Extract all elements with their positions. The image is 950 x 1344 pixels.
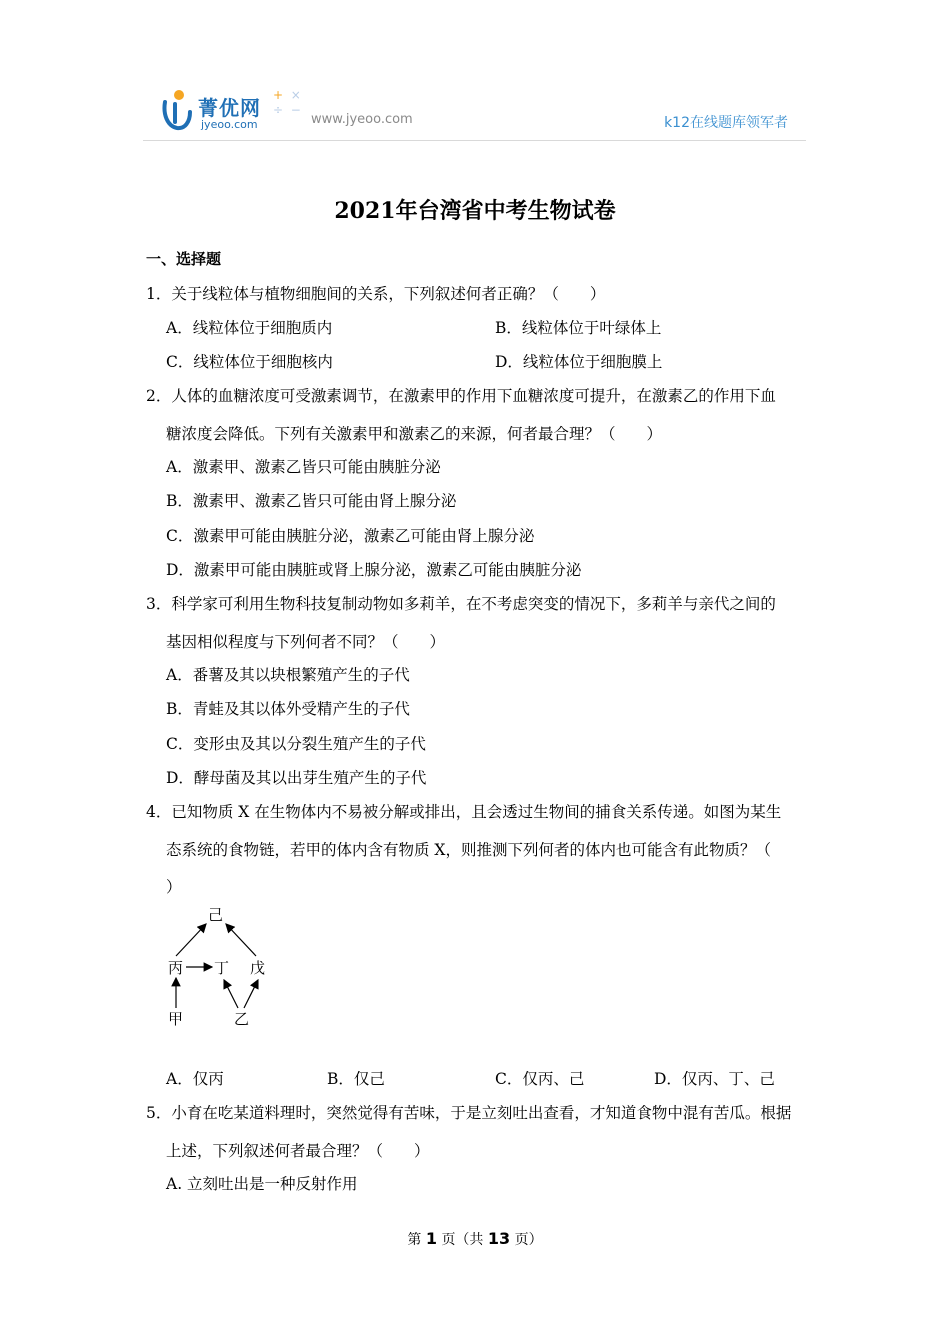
food-chain-diagram bbox=[164, 900, 274, 1030]
question-2-line-2: 糖浓度会降低。下列有关激素甲和激素乙的来源，何者最合理？（ ） bbox=[166, 425, 663, 443]
question-1-option-b: B．线粒体位于叶绿体上 bbox=[495, 319, 662, 337]
question-4-line-2: 态系统的食物链，若甲的体内含有物质 X，则推测下列何者的体内也可能含有此物质？（ bbox=[166, 841, 771, 859]
question-1-option-a: A．线粒体位于细胞质内 bbox=[166, 319, 333, 337]
arrow-wu-to-ji bbox=[226, 924, 256, 956]
node-bing: 丙 bbox=[168, 959, 184, 977]
question-3-option-d: D．酵母菌及其以出芽生殖产生的子代 bbox=[166, 769, 427, 787]
question-1-option-d: D．线粒体位于细胞膜上 bbox=[495, 353, 663, 371]
times-icon: × bbox=[290, 88, 301, 102]
footer-mid: 页（共 bbox=[441, 1232, 484, 1248]
divide-icon: ÷ bbox=[273, 103, 284, 117]
arrow-yi-to-wu bbox=[244, 980, 258, 1008]
question-3-line-1: 3．科学家可利用生物科技复制动物如多莉羊，在不考虑突变的情况下，多莉羊与亲代之间的 bbox=[146, 595, 776, 613]
question-4-line-1: 4．已知物质 X 在生物体内不易被分解或排出，且会透过生物间的捕食关系传递。如图为某生 bbox=[146, 803, 782, 821]
question-5-option-a: A. 立刻吐出是一种反射作用 bbox=[166, 1175, 358, 1193]
question-4-line-3: ） bbox=[166, 878, 182, 896]
question-2-option-b: B．激素甲、激素乙皆只可能由肾上腺分泌 bbox=[166, 492, 457, 510]
node-jia: 甲 bbox=[168, 1010, 184, 1028]
question-4-option-a: A．仅丙 bbox=[166, 1070, 224, 1088]
node-wu: 戊 bbox=[250, 959, 266, 977]
question-5-line-2: 上述，下列叙述何者最合理？（ ） bbox=[166, 1142, 430, 1160]
question-2-option-c: C．激素甲可能由胰脏分泌，激素乙可能由肾上腺分泌 bbox=[166, 527, 535, 545]
question-3-option-b: B．青蛙及其以体外受精产生的子代 bbox=[166, 700, 410, 718]
footer-total-pages: 13 bbox=[487, 1229, 511, 1248]
header-slogan: k12在线题库领军者 bbox=[664, 115, 788, 131]
logo-en-text: jyeoo.com bbox=[201, 118, 258, 131]
page-footer bbox=[0, 1229, 950, 1249]
question-3-option-a: A．番薯及其以块根繁殖产生的子代 bbox=[166, 666, 410, 684]
section-heading: 一、选择题 bbox=[146, 250, 222, 268]
plus-icon: + bbox=[273, 88, 284, 102]
jyeoo-logo-icon bbox=[159, 88, 193, 134]
question-3-option-c: C．变形虫及其以分裂生殖产生的子代 bbox=[166, 735, 426, 753]
page-title: 2021年台湾省中考生物试卷 bbox=[334, 198, 616, 224]
question-2-option-a: A．激素甲、激素乙皆只可能由胰脏分泌 bbox=[166, 458, 441, 476]
footer-prefix: 第 bbox=[407, 1232, 422, 1248]
question-1-option-c: C．线粒体位于细胞核内 bbox=[166, 353, 333, 371]
page-header bbox=[143, 84, 806, 141]
question-2-line-1: 2．人体的血糖浓度可受激素调节，在激素甲的作用下血糖浓度可提升，在激素乙的作用下血 bbox=[146, 387, 776, 405]
minus-icon: − bbox=[290, 103, 301, 117]
question-4-option-d: D．仅丙、丁、己 bbox=[654, 1070, 775, 1088]
site-url: www.jyeoo.com bbox=[311, 112, 413, 127]
footer-suffix: 页） bbox=[514, 1232, 543, 1248]
math-ops-decoration bbox=[273, 88, 307, 122]
question-5-line-1: 5．小育在吃某道料理时，突然觉得有苦味，于是立刻吐出查看，才知道食物中混有苦瓜。根据 bbox=[146, 1104, 792, 1122]
question-4-option-b: B．仅己 bbox=[327, 1070, 385, 1088]
footer-page-number: 1 bbox=[425, 1229, 437, 1248]
question-3-line-2: 基因相似程度与下列何者不同？（ ） bbox=[166, 633, 446, 651]
node-ding: 丁 bbox=[214, 959, 230, 977]
question-2-option-d: D．激素甲可能由胰脏或肾上腺分泌，激素乙可能由胰脏分泌 bbox=[166, 561, 582, 579]
question-4-option-c: C．仅丙、己 bbox=[495, 1070, 585, 1088]
arrow-yi-to-ding bbox=[224, 980, 238, 1008]
arrow-bing-to-ji bbox=[176, 924, 206, 956]
node-yi: 乙 bbox=[234, 1010, 250, 1028]
logo-cn-text: 菁优网 bbox=[198, 96, 261, 120]
question-1-line-1: 1．关于线粒体与植物细胞间的关系，下列叙述何者正确？（ ） bbox=[146, 285, 606, 303]
node-ji: 己 bbox=[208, 906, 224, 924]
